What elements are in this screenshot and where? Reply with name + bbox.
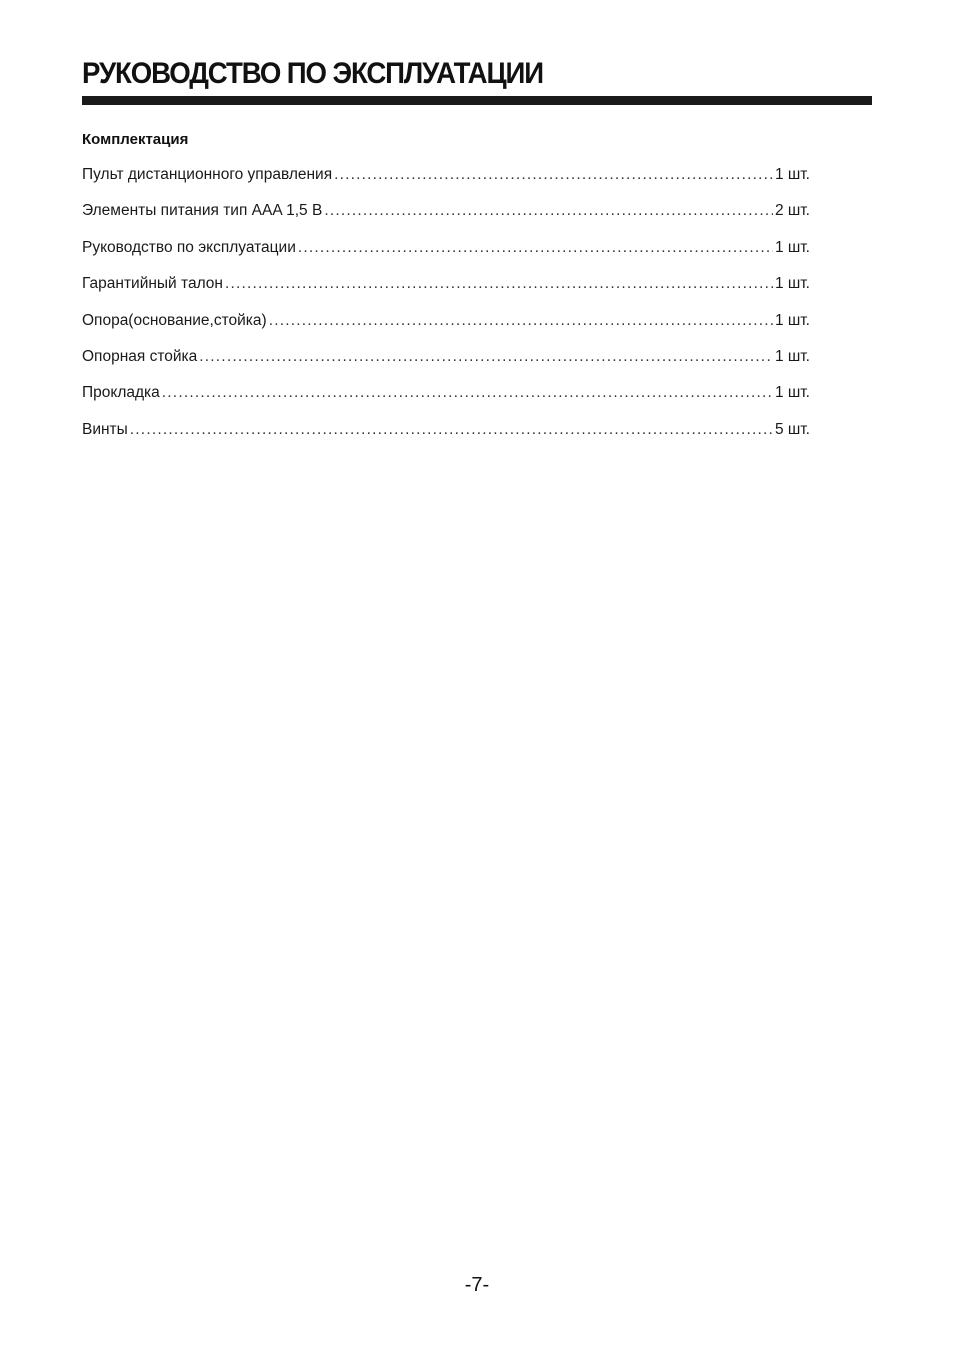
list-item <box>82 237 810 273</box>
dot-leader <box>298 237 773 259</box>
item-name: Опора(основание,стойка) <box>82 311 267 329</box>
title-underline-rule <box>82 96 872 105</box>
dot-leader <box>334 164 773 186</box>
list-item <box>82 273 810 309</box>
dot-leader <box>269 310 773 332</box>
dot-leader <box>324 200 773 222</box>
list-item <box>82 200 810 236</box>
item-quantity: 1 шт. <box>774 384 810 402</box>
item-name: Элементы питания тип AAA 1,5 В <box>82 202 323 220</box>
dot-leader <box>225 273 773 295</box>
item-name: Винты <box>82 420 128 438</box>
item-quantity: 1 шт. <box>774 347 810 365</box>
item-quantity: 1 шт. <box>774 275 810 293</box>
list-item <box>82 164 810 200</box>
item-quantity: 2 шт. <box>774 202 810 220</box>
page-number: -7- <box>464 1274 490 1296</box>
package-contents-list <box>82 164 810 455</box>
item-name: Опорная стойка <box>82 347 198 365</box>
list-item <box>82 382 810 418</box>
dot-leader <box>162 382 773 404</box>
item-name: Пульт дистанционного управления <box>82 166 333 183</box>
page-title: РУКОВОДСТВО ПО ЭКСПЛУАТАЦИИ <box>82 57 543 90</box>
item-name: Прокладка <box>82 384 160 402</box>
list-item <box>82 419 810 455</box>
section-heading-package-contents: Комплектация <box>82 131 189 148</box>
item-quantity: 5 шт. <box>774 420 810 438</box>
item-quantity: 1 шт. <box>774 238 810 256</box>
list-item <box>82 310 810 346</box>
item-name: Руководство по эксплуатации <box>82 238 296 256</box>
dot-leader <box>199 346 773 368</box>
item-quantity: 1 шт. <box>774 166 810 183</box>
item-name: Гарантийный талон <box>82 275 223 293</box>
list-item <box>82 346 810 382</box>
dot-leader <box>130 419 773 441</box>
item-quantity: 1 шт. <box>774 311 810 329</box>
